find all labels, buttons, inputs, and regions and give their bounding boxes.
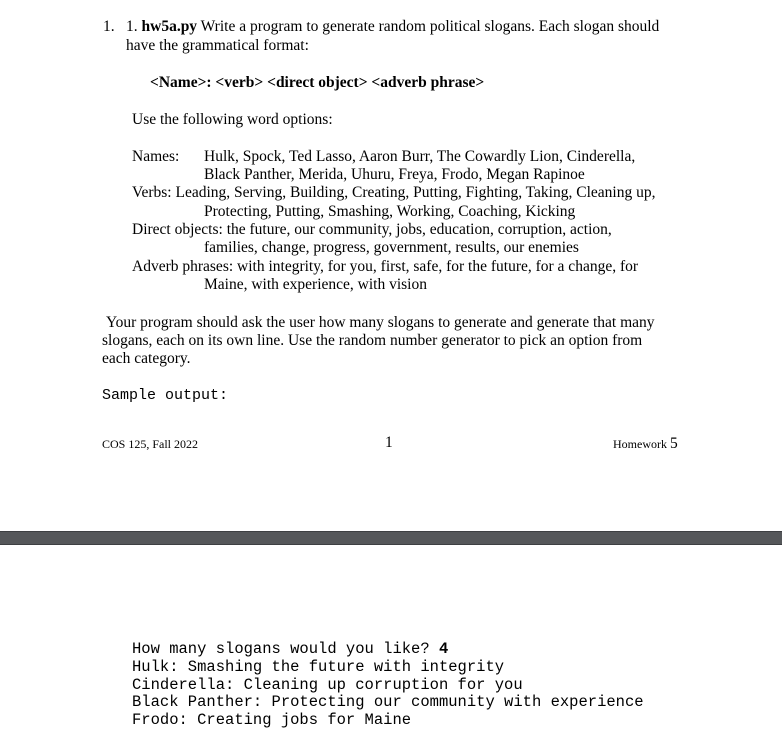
verbs-line-2: Protecting, Putting, Smashing, Working, Coaching, Kicking	[204, 203, 576, 220]
intro-text: Write a program to generate random political slogans. Each slogan should	[197, 18, 660, 35]
prompt-line	[132, 641, 644, 659]
paragraph-line-1: Your program should ask the user how many slogans to generate and generate that many	[106, 314, 655, 331]
output-line: Frodo: Creating jobs for Maine	[132, 711, 412, 730]
page-separator	[0, 531, 782, 545]
objects-line-2: families, change, progress, government, results, our enemies	[204, 239, 579, 256]
output-line: Black Panther: Protecting our community with experience	[132, 693, 644, 712]
adverbs-line-1: Adverb phrases: with integrity, for you, first, safe, for the future, for a change, for	[132, 258, 639, 275]
user-input-value: 4	[438, 640, 449, 658]
slogan-format: <Name>: <verb> <direct object> <adverb phrase>	[150, 74, 485, 91]
footer-homework-text: Homework	[613, 437, 670, 451]
intro-line-1	[126, 18, 659, 36]
sub-number: 1.	[126, 18, 138, 35]
sample-output-block	[132, 641, 644, 730]
filename: hw5a.py	[141, 18, 198, 35]
adverbs-line-2: Maine, with experience, with vision	[204, 276, 427, 293]
output-line: Cinderella: Cleaning up corruption for you	[132, 675, 523, 694]
output-line: Hulk: Smashing the future with integrity	[132, 657, 505, 676]
prompt-text: How many slogans would you like?	[132, 640, 439, 658]
paragraph-line-3: each category.	[102, 350, 191, 367]
sample-output-label: Sample output:	[102, 387, 229, 404]
verbs-line-1: Verbs: Leading, Serving, Building, Creating, Putting, Fighting, Taking, Cleaning up,	[132, 184, 656, 201]
footer-homework	[613, 435, 678, 453]
names-line-2: Black Panther, Merida, Uhuru, Freya, Frodo, Megan Rapinoe	[204, 166, 585, 183]
list-number: 1.	[103, 18, 115, 35]
paragraph-line-2: slogans, each on its own line. Use the random number generator to pick an option from	[102, 332, 643, 349]
intro-line-2: have the grammatical format:	[126, 37, 309, 54]
names-line-1: Hulk, Spock, Ted Lasso, Aaron Burr, The Cowardly Lion, Cinderella,	[204, 148, 636, 165]
footer-homework-number: 5	[670, 435, 678, 452]
footer-course: COS 125, Fall 2022	[102, 437, 199, 451]
objects-line-1: Direct objects: the future, our community, jobs, education, corruption, action,	[132, 221, 612, 238]
options-intro: Use the following word options:	[132, 111, 333, 128]
footer-page-number: 1	[385, 434, 393, 451]
names-label: Names:	[132, 148, 180, 165]
